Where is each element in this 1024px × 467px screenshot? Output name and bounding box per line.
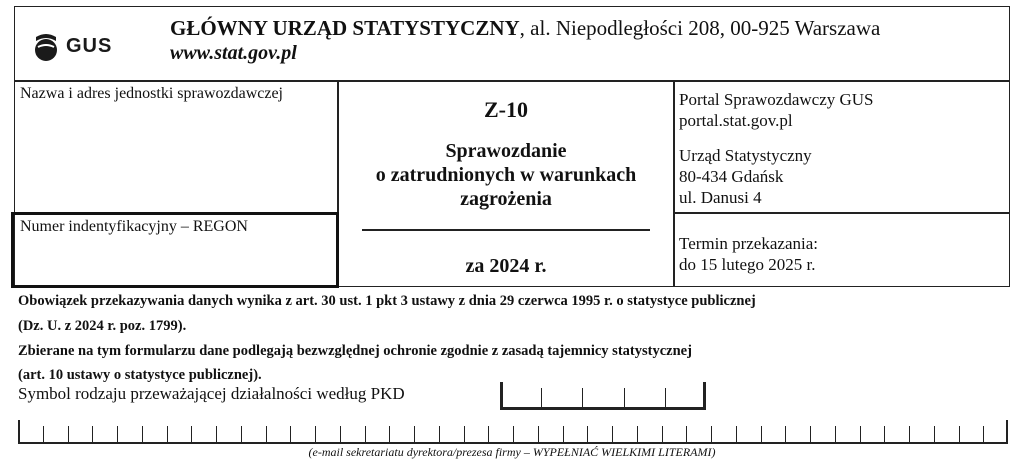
comb-divider — [711, 426, 712, 444]
comb-divider — [1006, 420, 1008, 444]
comb-divider — [488, 426, 489, 444]
comb-divider — [959, 426, 960, 444]
comb-divider — [389, 426, 390, 444]
form-period: za 2024 r. — [465, 255, 547, 277]
legal-line-3: Zbierane na tym formularzu dane podlegają bezwzględnej ochronie zgodnie z zasadą tajemnicy statystycznej — [18, 343, 692, 359]
comb-divider — [703, 382, 706, 410]
comb-divider — [241, 426, 242, 444]
office-street: ul. Danusi 4 — [679, 188, 762, 207]
comb-divider — [191, 426, 192, 444]
comb-divider — [563, 426, 564, 444]
comb-divider — [142, 426, 143, 444]
comb-divider — [662, 426, 663, 444]
comb-divider — [216, 426, 217, 444]
portal-name: Portal Sprawozdawczy GUS — [679, 90, 874, 109]
comb-divider — [884, 426, 885, 444]
legal-line-4: (art. 10 ustawy o statystyce publicznej). — [18, 367, 262, 383]
comb-divider — [538, 426, 539, 444]
comb-divider — [365, 426, 366, 444]
comb-divider — [541, 388, 542, 410]
office-name: Urząd Statystyczny — [679, 146, 812, 165]
comb-divider — [290, 426, 291, 444]
regon-label: Numer indentyfikacyjny – REGON — [20, 218, 248, 235]
divider-right-h — [673, 212, 1010, 214]
form-title-3: zagrożenia — [460, 188, 552, 210]
comb-divider — [500, 382, 503, 410]
logo-text: GUS — [66, 34, 113, 57]
divider-right — [673, 80, 675, 287]
comb-divider — [637, 426, 638, 444]
form-code: Z-10 — [484, 97, 528, 122]
portal-url[interactable]: portal.stat.gov.pl — [679, 111, 793, 130]
comb-divider — [315, 426, 316, 444]
institution-address: , al. Niepodległości 208, 00-925 Warszawa — [519, 16, 881, 40]
comb-divider — [587, 426, 588, 444]
comb-divider — [92, 426, 93, 444]
comb-divider — [761, 426, 762, 444]
comb-divider — [785, 426, 786, 444]
comb-divider — [835, 426, 836, 444]
gus-logo — [32, 26, 118, 66]
comb-divider — [513, 426, 514, 444]
legal-line-1: Obowiązek przekazywania danych wynika z art. 30 ust. 1 pkt 3 ustawy z dnia 29 czerwca 1995 r. o statystyce publicznej — [18, 293, 756, 309]
comb-divider — [18, 420, 20, 444]
institution-heading — [170, 16, 880, 41]
form-title-2: o zatrudnionych w warunkach — [375, 164, 637, 186]
comb-divider — [117, 426, 118, 444]
institution-name: GŁÓWNY URZĄD STATYSTYCZNY — [170, 16, 520, 40]
comb-divider — [43, 426, 44, 444]
comb-divider — [983, 426, 984, 444]
pkd-input[interactable] — [500, 382, 706, 410]
comb-divider — [464, 426, 465, 444]
comb-divider — [582, 388, 583, 410]
comb-divider — [909, 426, 910, 444]
comb-divider — [167, 426, 168, 444]
comb-divider — [665, 388, 666, 410]
comb-divider — [414, 426, 415, 444]
comb-divider — [439, 426, 440, 444]
gus-logo-icon — [32, 29, 60, 63]
comb-divider — [624, 388, 625, 410]
legal-line-2: (Dz. U. z 2024 r. poz. 1799). — [18, 318, 187, 334]
deadline-label: Termin przekazania: — [679, 234, 818, 253]
comb-divider — [266, 426, 267, 444]
comb-divider — [612, 426, 613, 444]
comb-divider — [934, 426, 935, 444]
comb-divider — [810, 426, 811, 444]
comb-divider — [860, 426, 861, 444]
comb-divider — [736, 426, 737, 444]
comb-divider — [686, 426, 687, 444]
title-separator — [362, 229, 650, 231]
comb-divider — [68, 426, 69, 444]
email-caption: (e-mail sekretariatu dyrektora/prezesa firmy – WYPEŁNIAĆ WIELKIMI LITERAMI) — [308, 445, 716, 459]
website-link[interactable]: www.stat.gov.pl — [170, 42, 297, 64]
name-address-label: Nazwa i adres jednostki sprawozdawczej — [20, 85, 283, 102]
form-title-1: Sprawozdanie — [445, 140, 567, 162]
deadline-date: do 15 lutego 2025 r. — [679, 255, 816, 274]
office-city: 80-434 Gdańsk — [679, 167, 784, 186]
comb-baseline — [500, 407, 706, 410]
comb-divider — [340, 426, 341, 444]
email-input[interactable] — [18, 418, 1008, 444]
pkd-label: Symbol rodzaju przeważającej działalności według PKD — [18, 384, 405, 403]
